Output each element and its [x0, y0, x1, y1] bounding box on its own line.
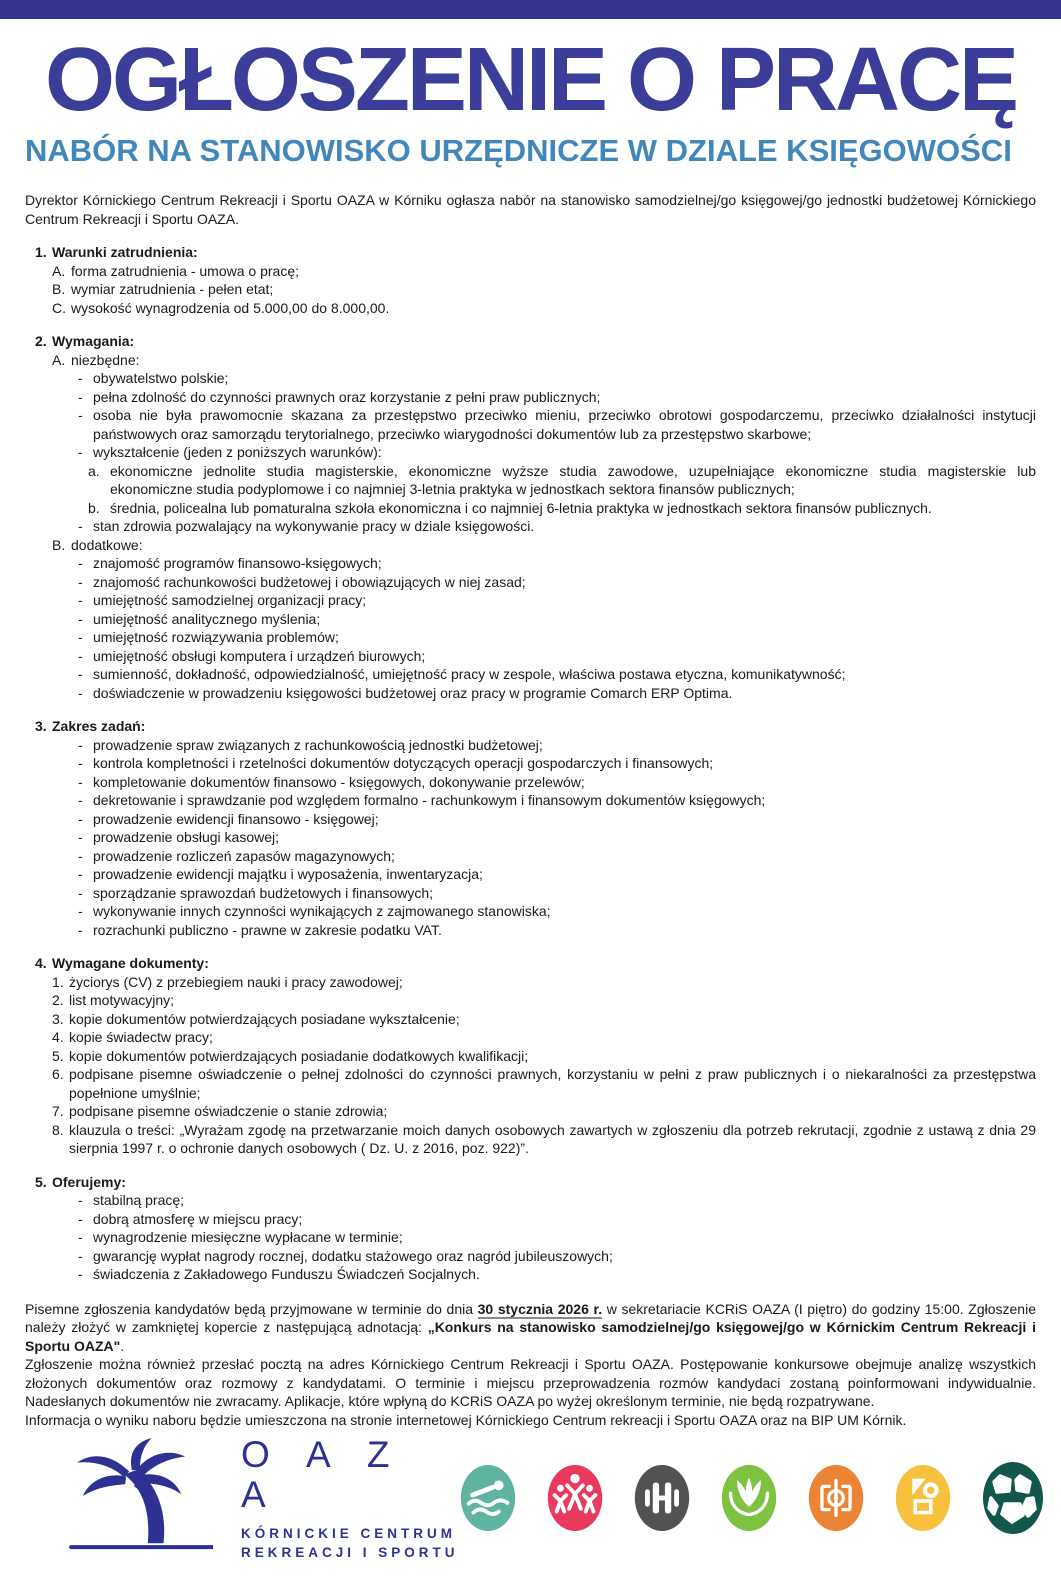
dash-list	[78, 736, 1036, 940]
section-number: 3.	[35, 718, 47, 734]
list-item	[78, 1247, 1036, 1266]
oaza-caption-line1: KÓRNICKIE CENTRUM	[241, 1526, 456, 1541]
list-marker: B.	[52, 536, 66, 553]
list-text: forma zatrudnienia - umowa o pracę;	[71, 262, 299, 279]
submission-info	[25, 1300, 1036, 1430]
list-marker: -	[78, 921, 83, 938]
submission-paragraph	[25, 1300, 1036, 1356]
list-marker: -	[78, 773, 83, 790]
list-item	[52, 1028, 1036, 1047]
section-heading: Warunki zatrudnienia:	[52, 244, 198, 260]
submission-text: Pisemne zgłoszenia kandydatów będą przyjmowane w terminie do dnia	[25, 1300, 478, 1317]
list-item	[52, 1065, 1036, 1102]
list-marker: -	[78, 1210, 83, 1227]
list-text: prowadzenie spraw związanych z rachunkowością jednostki budżetowej;	[93, 736, 543, 753]
list-marker: -	[78, 810, 83, 827]
list-marker: -	[78, 903, 83, 919]
list-item	[78, 828, 1036, 847]
list-marker: -	[78, 573, 83, 590]
list-text: prowadzenie ewidencji majątku i wyposażenia, inwentaryzacja;	[93, 866, 483, 882]
list-text: kompletowanie dokumentów finansowo - księgowych, dokonywanie przelewów;	[93, 773, 585, 790]
list-text: średnia, policealna lub pomaturalna szkoła ekonomiczna i co najmniej 6-letnia praktyka w jednostkach sektora finansów publicznych.	[110, 499, 932, 516]
list-text: obywatelstwo polskie;	[93, 370, 229, 386]
section-number: 5.	[35, 1173, 47, 1190]
list-text: prowadzenie rozliczeń zapasów magazynowych;	[93, 847, 395, 864]
list-marker: 8.	[52, 1121, 64, 1138]
dash-list	[78, 369, 1036, 462]
list-marker: 2.	[52, 992, 64, 1008]
list-marker: -	[78, 755, 83, 771]
list-text: ekonomiczne jednolite studia magisterskie, ekonomiczne wyższe studia zawodowe, uzupełniające ekonomiczne studia magisterskie lub ekonomiczne studia podyplomowe i co najmniej 3-letnia praktyka w jednostkach sektora finansów publicznych;	[110, 462, 1036, 497]
list-marker: -	[78, 444, 83, 460]
list-text: umiejętność obsługi komputera i urządzeń biurowych;	[93, 647, 426, 664]
list-text: list motywacyjny;	[69, 992, 175, 1008]
list-marker: -	[78, 666, 83, 682]
list-item	[78, 865, 1036, 884]
list-text: dobrą atmosferę w miejscu pracy;	[93, 1210, 303, 1227]
list-item	[78, 517, 1036, 536]
list-text: znajomość rachunkowości budżetowej i obowiązujących w niej zasad;	[93, 573, 526, 590]
list-item	[52, 536, 1036, 555]
list-text: stan zdrowia pozwalający na wykonywanie pracy w dziale księgowości.	[93, 518, 535, 534]
swimming-icon	[459, 1464, 517, 1532]
list-item	[78, 665, 1036, 684]
list-text: wysokość wynagrodzenia od 5.000,00 do 8.000,00.	[71, 299, 390, 316]
list-text: umiejętność analitycznego myślenia;	[93, 610, 321, 627]
list-marker: -	[78, 736, 83, 753]
list-item	[78, 610, 1036, 629]
list-marker: -	[78, 1266, 83, 1282]
lotus-icon	[720, 1464, 778, 1532]
soccer-ball-icon	[981, 1462, 1045, 1534]
list-item	[52, 1047, 1036, 1066]
list-item	[78, 921, 1036, 940]
oaza-wordmark-block	[241, 1435, 459, 1561]
list-marker: -	[78, 1247, 83, 1264]
list-text: wynagrodzenie miesięczne wypłacane w terminie;	[93, 1229, 403, 1245]
list-text: prowadzenie ewidencji finansowo - księgowej;	[93, 810, 379, 827]
list-marker: b.	[88, 499, 100, 516]
list-item	[78, 443, 1036, 462]
envelope-annotation: „Konkurs na stanowisko samodzielnej/go księgowej/go w Kórnickim Centrum Rekreacji i Sportu OAZA"	[25, 1319, 1036, 1354]
list-text: kopie świadectw pracy;	[69, 1029, 213, 1045]
section-number: 4.	[35, 955, 47, 971]
list-marker: A.	[52, 351, 66, 368]
list-marker: -	[78, 1192, 83, 1208]
sub-lettered-list	[88, 462, 1036, 518]
group-a-label	[52, 351, 1036, 370]
list-marker: 7.	[52, 1103, 64, 1119]
section-heading-row	[35, 954, 1036, 973]
palm-tree-icon	[55, 1437, 213, 1560]
list-item	[78, 369, 1036, 388]
list-text: kopie dokumentów potwierdzających posiadane wykształcenie;	[69, 1010, 460, 1027]
list-text: wykształcenie (jeden z poniższych warunków):	[93, 444, 382, 460]
list-marker: -	[78, 792, 83, 808]
dash-list	[78, 554, 1036, 702]
page-title: OGŁOSZENIE O PRACĘ	[44, 30, 1017, 130]
section-heading: Wymagania:	[52, 333, 135, 349]
list-item	[78, 847, 1036, 866]
submission-text: .	[120, 1337, 125, 1354]
list-marker: -	[78, 647, 83, 664]
list-item	[78, 554, 1036, 573]
list-marker: 6.	[52, 1066, 64, 1082]
top-accent-bar	[0, 0, 1061, 19]
list-marker: A.	[52, 262, 66, 279]
section-number: 1.	[35, 244, 47, 260]
deadline-date: 30 stycznia 2026 r.	[477, 1300, 603, 1317]
list-marker: -	[78, 629, 83, 645]
list-text: dekretowanie i sprawdzanie pod względem formalno - rachunkowym i finansowym dokumentów księgowych;	[93, 792, 766, 808]
list-item	[78, 791, 1036, 810]
results-paragraph: Informacja o wyniku naboru będzie umieszczona na stronie internetowej Kórnickiego Centrum rekreacji i Sportu OAZA oraz na BIP UM Kórnik.	[25, 1411, 907, 1428]
sports-field-icon	[807, 1464, 865, 1532]
list-marker: -	[78, 370, 83, 386]
list-marker: -	[78, 518, 83, 534]
list-text: znajomość programów finansowo-księgowych;	[93, 555, 382, 571]
list-item	[52, 1121, 1036, 1158]
list-marker: -	[78, 592, 83, 608]
section-warunki-zatrudnienia	[35, 243, 1036, 317]
list-text: wykonywanie innych czynności wynikających z zajmowanego stanowiska;	[93, 903, 551, 919]
dash-list	[78, 517, 1036, 536]
list-marker: 1.	[52, 973, 64, 990]
list-marker: -	[78, 1229, 83, 1245]
list-text: umiejętność rozwiązywania problemów;	[93, 629, 339, 645]
dash-list	[78, 1191, 1036, 1284]
list-marker: -	[78, 684, 83, 701]
list-marker: -	[78, 829, 83, 845]
list-text: umiejętność samodzielnej organizacji pracy;	[93, 592, 367, 608]
oaza-wordmark: O A Z A	[241, 1434, 404, 1515]
announcement-document	[0, 19, 1061, 1429]
list-item	[52, 1010, 1036, 1029]
list-marker: -	[78, 610, 83, 627]
list-text: dodatkowe:	[71, 536, 143, 553]
list-text: niezbędne:	[71, 351, 140, 368]
list-item	[78, 406, 1036, 443]
list-marker: -	[78, 388, 83, 405]
list-text: gwarancję wypłat nagrody rocznej, dodatku stażowego oraz nagród jubileuszowych;	[93, 1247, 613, 1264]
section-heading-row	[35, 717, 1036, 736]
list-marker: a.	[88, 462, 100, 479]
list-marker: -	[78, 866, 83, 882]
section-number: 2.	[35, 333, 47, 349]
list-text: wymiar zatrudnienia - pełen etat;	[71, 281, 274, 297]
numbered-list	[52, 973, 1036, 1158]
list-item	[78, 773, 1036, 792]
activity-icons	[459, 1462, 1045, 1534]
list-text: osoba nie była prawomocnie skazana za przestępstwo przeciwko mieniu, przeciwko obrotowi gospodarczemu, przeciwko działalności instytucji państwowych oraz samorządu terytorialnego, przeciwko wiarygodności dokumentów lub za przestępstwo skarbowe;	[93, 407, 1036, 442]
section-heading-row	[35, 243, 1036, 262]
list-marker: -	[78, 407, 83, 423]
mailing-paragraph: Zgłoszenie można również przesłać pocztą na adres Kórnickiego Centrum Rekreacji i Sportu OAZA. Postępowanie konkursowe obejmuje analizę wszystkich złożonych dokumentów oraz rozmowy z kandydatami. O terminie i miejscu przeprowadzenia rozmów kandydaci zostaną poinformowani indywidualnie. Nadesłanych dokumentów nie zwracamy. Aplikacje, które wpłyną do KCRiS OAZA po wyżej określonym terminie, nie będą rozpatrywane.	[25, 1356, 1036, 1409]
list-text: rozrachunki publiczno - prawne w zakresie podatku VAT.	[93, 921, 442, 938]
list-item	[78, 1265, 1036, 1284]
section-oferujemy	[35, 1173, 1036, 1284]
list-marker: 3.	[52, 1010, 64, 1027]
list-item	[78, 736, 1036, 755]
section-wymagania	[35, 332, 1036, 702]
list-text: podpisane pisemne oświadczenie o stanie zdrowia;	[69, 1103, 388, 1119]
list-text: stabilną pracę;	[93, 1192, 185, 1208]
list-item	[52, 262, 1036, 281]
list-item	[78, 810, 1036, 829]
section-heading: Oferujemy:	[52, 1173, 126, 1190]
list-item	[78, 591, 1036, 610]
list-text: życiorys (CV) z przebiegiem nauki i pracy zawodowej;	[69, 973, 403, 990]
shapes-icon	[894, 1464, 952, 1532]
list-text: kopie dokumentów potwierdzających posiadanie dodatkowych kwalifikacji;	[69, 1047, 529, 1064]
footer-branding	[0, 1429, 1061, 1585]
section-heading-row	[35, 1173, 1036, 1192]
section-heading: Zakres zadań:	[52, 718, 146, 734]
list-item	[78, 754, 1036, 773]
list-item	[78, 388, 1036, 407]
list-item	[52, 299, 1036, 318]
list-item	[78, 573, 1036, 592]
list-item	[78, 684, 1036, 703]
oaza-logo	[55, 1435, 459, 1561]
section-zakres-zadan	[35, 717, 1036, 939]
list-text: prowadzenie obsługi kasowej;	[93, 829, 279, 845]
list-item	[52, 991, 1036, 1010]
list-item	[52, 973, 1036, 992]
intro-paragraph: Dyrektor Kórnickiego Centrum Rekreacji i Sportu OAZA w Kórniku ogłasza nabór na stanowisko samodzielnej/go księgowej/go jednostki budżetowej Kórnickiego Centrum Rekreacji i Sportu OAZA.	[25, 192, 1036, 227]
list-text: klauzula o treści: „Wyrażam zgodę na przetwarzanie moich danych osobowych zawartych w zgłoszeniu dla potrzeb rekrutacji, zgodnie z ustawą z dnia 29 sierpnia 1997 r. o ochronie danych osobowych ( Dz. U. z 2016, poz. 922)”.	[69, 1121, 1036, 1156]
list-item	[52, 351, 1036, 370]
list-item	[78, 1191, 1036, 1210]
group-b-label	[52, 536, 1036, 555]
section-wymagane-dokumenty	[35, 954, 1036, 1158]
list-text: kontrola kompletności i rzetelności dokumentów dotyczących operacji gospodarczych i finansowych;	[93, 755, 714, 771]
list-marker: B.	[52, 281, 66, 297]
list-item	[52, 280, 1036, 299]
list-item	[88, 462, 1036, 499]
list-item	[78, 1210, 1036, 1229]
page-subtitle: NABÓR NA STANOWISKO URZĘDNICZE W DZIALE KSIĘGOWOŚCI	[25, 133, 1012, 168]
list-item	[78, 884, 1036, 903]
list-item	[78, 902, 1036, 921]
list-item	[52, 1102, 1036, 1121]
list-text: świadczenia z Zakładowego Funduszu Świadczeń Socjalnych.	[93, 1266, 480, 1282]
submission-text: w sekretariacie KCRiS OAZA (I piętro) do godziny 15:00. Zgłoszenie należy złożyć w zamkniętej kopercie z następującą adnotacją:	[25, 1300, 1036, 1335]
list-marker: 5.	[52, 1047, 64, 1064]
section-heading-row	[35, 332, 1036, 351]
list-text: doświadczenie w prowadzeniu księgowości budżetowej oraz pracy w programie Comarch ERP Optima.	[93, 684, 733, 701]
list-text: sporządzanie sprawozdań budżetowych i finansowych;	[93, 884, 434, 901]
lettered-list	[52, 262, 1036, 318]
list-marker: C.	[52, 299, 66, 316]
list-marker: 4.	[52, 1029, 64, 1045]
list-text: pełna zdolność do czynności prawnych oraz korzystanie z pełni praw publicznych;	[93, 388, 601, 405]
list-marker: -	[78, 555, 83, 571]
list-item	[78, 628, 1036, 647]
list-text: sumienność, dokładność, odpowiedzialność, umiejętność pracy w zespole, właściwa postawa etyczna, komunikatywność;	[93, 666, 846, 682]
oaza-caption-line2: REKREACJI I SPORTU	[241, 1545, 459, 1560]
family-icon	[546, 1464, 604, 1532]
list-marker: -	[78, 847, 83, 864]
list-item	[88, 499, 1036, 518]
list-item	[78, 1228, 1036, 1247]
section-heading: Wymagane dokumenty:	[52, 955, 209, 971]
list-item	[78, 647, 1036, 666]
list-text: podpisane pisemne oświadczenie o pełnej zdolności do czynności prawnych, korzystaniu w pełni z praw publicznych i o niekaralności za przestępstwa popełnione umyślnie;	[69, 1066, 1036, 1101]
dumbbell-icon	[633, 1464, 691, 1532]
list-marker: -	[78, 884, 83, 901]
